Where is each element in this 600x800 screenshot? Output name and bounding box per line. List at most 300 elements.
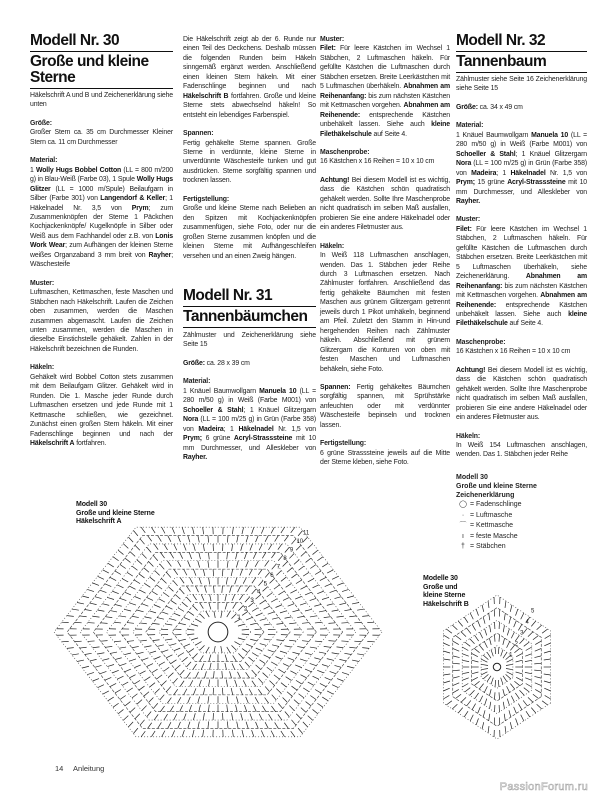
diagram-a-stitch-mark <box>120 696 126 700</box>
body-text: bis zum nächsten Kästchen mit Kettmaschen vorgehen. <box>320 92 450 110</box>
diagram-a-stitch-mark <box>188 611 194 615</box>
diagram-b-stitch-mark <box>494 635 495 642</box>
diagram-a-stitch-mark <box>193 653 198 658</box>
diagram-a-stitch-mark <box>184 544 187 551</box>
diagram-b-stitch-mark <box>514 621 517 627</box>
diagram-a-stitch-mark <box>162 731 165 737</box>
body-text: entsprechende Kästchen unbehäkelt lassen. Siehe auch <box>456 301 587 318</box>
diagram-a-stitch-mark <box>294 700 299 705</box>
diagram-a-stitch-mark <box>245 597 250 602</box>
diagram-a-stitch-mark <box>265 572 270 577</box>
diagram-a-stitch-mark <box>100 671 107 673</box>
diagram-a-stitch-mark <box>200 614 205 619</box>
diagram-a-stitch-mark <box>265 722 268 728</box>
diagram-b-stitch-mark <box>507 699 509 706</box>
diagram-b-stitch-mark <box>526 684 532 687</box>
diagram-b-round-number: 5 <box>531 608 535 615</box>
diagram-b-stitch-mark <box>535 641 541 645</box>
diagram-a-stitch-mark <box>278 591 284 595</box>
diagram-b-stitch-mark <box>489 638 491 645</box>
diagram-b-stitch-mark <box>446 629 452 633</box>
diagram-a-stitch-mark <box>123 716 128 721</box>
diagram-a-stitch-mark <box>258 569 262 575</box>
diagram-a-stitch-mark <box>187 634 194 635</box>
diagram-a-stitch-mark <box>192 527 194 534</box>
diagram-a-label-line: Häkelschrift A <box>76 518 122 526</box>
diagram-a-stitch-mark <box>184 617 190 620</box>
legend-text: = Fadenschlinge <box>470 501 522 509</box>
diagram-a-stitch-mark <box>115 604 122 606</box>
block-heading: Material: <box>183 378 211 386</box>
bold-text: Filet: <box>456 225 472 233</box>
diagram-b-stitch-mark <box>489 714 490 721</box>
diagram-a-stitch-mark <box>164 544 168 550</box>
diagram-a-stitch-mark <box>177 561 180 567</box>
diagram-a-stitch-mark <box>300 603 307 605</box>
diagram-b-stitch-mark <box>465 688 471 692</box>
diagram-a-stitch-mark <box>305 653 312 655</box>
diagram-a-stitch-mark <box>225 594 227 601</box>
diagram-a-label <box>76 501 155 527</box>
diagram-a-stitch-mark <box>148 536 152 542</box>
diagram-a-stitch-mark <box>243 680 246 686</box>
diagram-a-stitch-mark <box>142 658 149 660</box>
diagram-b-stitch-mark <box>525 678 532 681</box>
diagram-a-stitch-mark <box>344 610 351 611</box>
diagram-a-stitch-mark <box>67 616 74 617</box>
diagram-a-stitch-mark <box>281 683 286 687</box>
diagram-a-stitch-mark <box>182 602 187 606</box>
diagram-a-round-number: 6 <box>270 572 274 579</box>
legend-symbol-icon: ⌒ <box>459 522 467 530</box>
diagram-a-stitch-mark <box>250 544 253 551</box>
diagram-a-stitch-mark <box>225 663 227 670</box>
diagram-a-stitch-mark <box>92 679 99 682</box>
diagram-a-stitch-mark <box>235 578 237 585</box>
diagram-a-stitch-mark <box>105 677 111 680</box>
diagram-a-stitch-mark <box>296 714 301 719</box>
diagram-a-stitch-mark <box>349 647 356 648</box>
diagram-b-stitch-mark <box>514 707 517 713</box>
diagram-a-stitch-mark <box>189 552 191 559</box>
diagram-b-stitch-mark <box>456 635 462 639</box>
diagram-a-stitch-mark <box>165 639 172 640</box>
diagram-a-stitch-mark <box>98 685 104 688</box>
body-text: ; 1 <box>496 169 511 177</box>
diagram-b-round-outline <box>443 595 550 739</box>
diagram-a-stitch-mark <box>188 649 194 653</box>
diagram-a-stitch-mark <box>144 583 150 587</box>
diagram-a-stitch-mark <box>314 658 321 660</box>
diagram-a-stitch-mark <box>236 697 238 704</box>
diagram-a-stitch-mark <box>95 597 102 599</box>
legend-text: = Kettmasche <box>470 522 513 530</box>
body-text: 16 Kästchen x 16 Reihen = 10 x 10 cm <box>320 158 435 166</box>
diagram-b-stitch-mark <box>443 681 450 683</box>
block-heading: Spannen: <box>183 130 214 138</box>
diagram-a-stitch-mark <box>246 672 250 678</box>
diagram-a-stitch-mark <box>286 583 292 587</box>
diagram-a-stitch-mark <box>327 691 333 694</box>
body-text: 16 Kästchen x 16 Reihen = 10 x 10 cm <box>456 348 571 356</box>
diagram-a-stitch-mark <box>139 686 145 690</box>
diagram-a-stitch-mark <box>246 561 249 567</box>
diagram-b-stitch-mark <box>498 680 499 687</box>
diagram-a-stitch-mark <box>272 618 279 620</box>
diagram-b-stitch-mark <box>472 672 479 674</box>
diagram-a-stitch-mark <box>153 623 160 624</box>
diagram-a-stitch-mark <box>332 653 339 654</box>
diagram-a-stitch-mark <box>120 565 126 569</box>
diagram-a-stitch-mark <box>287 692 292 697</box>
diagram-b-stitch-mark <box>472 624 476 630</box>
diagram-b-stitch-mark <box>516 672 523 674</box>
diagram-a-round-number: 4 <box>257 589 261 596</box>
diagram-b-stitch-mark <box>478 707 481 713</box>
bold-text: Manuela 10 <box>259 387 297 395</box>
diagram-a-round-outline <box>185 611 251 653</box>
diagram-a-stitch-mark <box>186 672 190 678</box>
diagram-a-stitch-mark <box>119 616 126 617</box>
diagram-a-stitch-mark <box>85 610 92 611</box>
diagram-a-stitch-mark <box>258 581 263 586</box>
legend-item <box>456 542 537 553</box>
block-heading: Maschenprobe: <box>456 338 506 346</box>
diagram-a-stitch-mark <box>72 609 79 610</box>
bold-text: Abnahmen am Reihenanfang: <box>456 273 587 290</box>
diagram-a-stitch-mark <box>154 544 158 550</box>
diagram-a-stitch-mark <box>256 665 261 670</box>
diagram-a-stitch-mark <box>296 680 302 684</box>
diagram-a-stitch-mark <box>147 712 152 717</box>
diagram-a-stitch-mark <box>258 689 262 695</box>
body-text: auf Seite 4. <box>371 130 407 138</box>
block-heading: Fertigstellung: <box>183 195 230 203</box>
diagram-a-stitch-mark <box>260 644 267 646</box>
diagram-a-stitch-mark <box>296 545 301 550</box>
diagram-a-stitch-mark <box>167 698 171 704</box>
diagram-a-stitch-mark <box>173 581 178 586</box>
diagram-a-stitch-mark <box>213 688 214 695</box>
diagram-a-stitch-mark <box>98 576 104 579</box>
diagram-a-stitch-mark <box>252 589 257 594</box>
diagram-b-stitch-mark <box>474 681 479 685</box>
diagram-a-stitch-mark <box>227 611 231 617</box>
diagram-b-stitch-mark <box>523 700 527 706</box>
diagram-b-stitch-mark <box>544 659 551 660</box>
diagram-a-stitch-mark <box>195 586 198 592</box>
diagram-a-stitch-mark <box>77 660 84 661</box>
diagram-a-stitch-mark <box>198 722 199 729</box>
diagram-a-stitch-mark <box>208 721 209 728</box>
diagram-b-stitch-mark <box>525 654 532 657</box>
diagram-a-stitch-mark <box>308 579 314 582</box>
diagram-a-stitch-mark <box>242 730 244 737</box>
diagram-a-stitch-mark <box>324 646 331 647</box>
diagram-a-stitch-mark <box>222 569 223 576</box>
diagram-a-stitch-mark <box>208 705 209 712</box>
bold-text: Acryl-Strasssteine <box>507 179 566 187</box>
diagram-b-stitch-mark <box>511 632 514 638</box>
diagram-a-stitch-mark <box>199 705 201 712</box>
diagram-a-stitch-mark <box>303 572 309 576</box>
block-heading: Muster: <box>30 279 55 287</box>
body-text: In Weiß 118 Luftmaschen anschlagen, wenden. Das 1. Stäbchen jeder Reihe durch 3 Luftmaschen ersetzen. Nach Zählmuster fortfahren. Anschließend das fertig gehäkelte Bäumchen mit festen Maschen aus grünem Glitzergarn getrennt jeweils durch 1 Pikot umhäkeln, beginnend am Pfeil. Zuletzt den Stamm in Hin-und hergehenden Reihen nach Zählmuster häkeln. Abschließend mit grünem Glitzergarn die Konturen von oben mit festen Maschen und Luftmaschen behäkeln, siehe Foto. <box>320 252 450 373</box>
legend-symbol-icon: ◯ <box>459 501 467 509</box>
diagram-a-stitch-mark <box>252 608 258 612</box>
diagram-b-stitch-mark <box>472 704 476 710</box>
diagram-b-stitch-mark <box>487 676 491 682</box>
diagram-a-stitch-mark <box>238 624 245 626</box>
diagram-b-stitch-mark <box>470 690 475 695</box>
diagram-a-stitch-mark <box>225 603 227 610</box>
diagram-a-stitch-mark <box>134 680 140 684</box>
diagram-a-stitch-mark <box>226 578 227 585</box>
diagram-a-stitch-mark <box>184 644 190 647</box>
diagram-a-stitch-mark <box>260 660 266 664</box>
diagram-a-stitch-mark <box>148 697 153 702</box>
diagram-a-stitch-mark <box>233 603 237 609</box>
diagram-a-stitch-mark <box>305 592 311 595</box>
diagram-a-stitch-mark <box>208 561 209 568</box>
diagram-a-stitch-mark <box>297 616 304 617</box>
diagram-b-stitch-mark <box>470 639 475 644</box>
diagram-a-round-number: 11 <box>303 530 310 537</box>
diagram-b-stitch-mark <box>544 651 551 653</box>
diagram-a-stitch-mark <box>231 614 236 619</box>
diagram-b-stitch-mark <box>470 715 473 721</box>
body-text: Bei diesem Modell ist es wichtig, dass die Kästchen schön quadratisch gehäkelt werden. Sollte Ihre Maschenprobe nicht quadratisch im selben Maß ausfallen, probieren Sie eine andere Häkelnadel oder ein anderes Filetmuster aus. <box>456 366 587 422</box>
diagram-a-stitch-mark <box>204 671 206 678</box>
diagram-a-stitch-mark <box>182 657 187 661</box>
diagram-a-stitch-mark <box>213 569 214 576</box>
diagram-a-stitch-mark <box>113 703 119 707</box>
diagram-a-stitch-mark <box>322 664 329 666</box>
diagram-a-stitch-mark <box>188 722 190 729</box>
diagram-b-stitch-mark <box>523 628 527 634</box>
diagram-a-stitch-mark <box>240 569 243 576</box>
diagram-a-stitch-mark <box>132 646 139 647</box>
diagram-b-stitch-mark <box>443 643 449 646</box>
diagram-a-stitch-mark <box>134 665 140 668</box>
diagram-b-stitch-mark <box>534 676 541 678</box>
block-heading: Material: <box>456 122 484 130</box>
diagram-a-stitch-mark <box>265 686 270 691</box>
diagram-b-stitch-mark <box>461 632 466 637</box>
diagram-a-stitch-mark <box>180 552 183 558</box>
diagram-a-stitch-mark <box>122 579 128 582</box>
diagram-a-stitch-mark <box>82 666 89 668</box>
diagram-a-stitch-mark <box>135 714 140 719</box>
diagram-a-stitch-mark <box>252 527 254 534</box>
diagram-a-stitch-mark <box>140 539 144 544</box>
diagram-a-stitch-mark <box>193 569 196 576</box>
diagram-b-stitch-mark <box>535 689 541 693</box>
legend-title: Große und kleine Sterne <box>456 482 537 490</box>
body-text: fortfahren. Große und kleine Sterne stets abwechselnd häkeln! So entsteht ein lebendiges Farbenspiel. <box>183 92 316 119</box>
diagram-a-round-number: 10 <box>296 539 304 546</box>
diagram-b-stitch-mark <box>482 722 484 729</box>
diagram-a-stitch-mark <box>160 706 164 712</box>
diagram-a-stitch-mark <box>262 552 266 558</box>
legend-symbol-icon: † <box>461 543 465 551</box>
diagram-a-stitch-mark <box>317 703 323 707</box>
diagram-b-stitch-mark <box>519 639 524 644</box>
diagram-a-stitch-mark <box>327 570 333 573</box>
diagram-a-stitch-mark <box>145 617 152 618</box>
diagram-b-stitch-mark <box>489 613 490 620</box>
diagram-a-stitch-mark <box>199 552 201 559</box>
diagram-a-stitch-mark <box>186 597 191 602</box>
body-text: bis zum nächsten Kästchen mit Kettmaschen vorgehen. <box>456 282 587 300</box>
diagram-a-stitch-mark <box>232 594 235 600</box>
diagram-a-stitch-mark <box>290 590 296 593</box>
diagram-a-stitch-mark <box>289 623 296 624</box>
diagram-a-stitch-mark <box>153 703 158 708</box>
diagram-a-stitch-mark <box>281 731 285 737</box>
diagram-a-stitch-mark <box>133 530 137 535</box>
diagram-b-stitch-mark <box>480 632 483 638</box>
diagram-a-stitch-mark <box>142 604 149 606</box>
diagram-a-stitch-mark <box>72 654 79 655</box>
diagram-b-stitch-mark <box>470 613 473 619</box>
diagram-b-stitch-mark <box>453 641 459 645</box>
body-text: ; 1 Häkelnadel Nr. 3,5 von <box>30 195 173 212</box>
diagram-b-stitch-mark <box>475 635 479 641</box>
diagram-b-stitch-mark <box>501 678 503 685</box>
diagram-b-stitch-mark <box>481 664 488 665</box>
diagram-a-stitch-mark <box>301 708 306 713</box>
diagram-a-stitch-mark <box>195 672 198 678</box>
diagram-a-stitch-mark <box>110 652 117 653</box>
diagram-a-label-line: Modell 30 <box>76 501 107 508</box>
diagram-b-stitch-mark <box>531 621 536 626</box>
diagram-a-stitch-mark <box>180 705 183 711</box>
diagram-a-stitch-mark <box>313 676 319 679</box>
diagram-b-stitch-mark <box>526 711 530 717</box>
diagram-b-stitch-mark <box>485 699 487 706</box>
bold-text: Madeira <box>471 169 497 177</box>
diagram-a-stitch-mark <box>320 577 326 580</box>
diagram-b-stitch-mark <box>487 652 491 658</box>
diagram-a-stitch-mark <box>174 689 178 695</box>
diagram-b-stitch-mark <box>509 710 511 717</box>
diagram-a-stitch-mark <box>292 652 299 654</box>
diagram-a-stitch-mark <box>124 653 131 655</box>
diagram-a-stitch-mark <box>137 700 142 705</box>
diagram-b-stitch-mark <box>505 726 506 733</box>
diagram-a-stitch-mark <box>303 722 308 727</box>
diagram-a-stitch-mark <box>278 703 283 708</box>
diagram-a-stitch-mark <box>93 647 100 648</box>
diagram-a-stitch-mark <box>255 561 258 567</box>
diagram-a-stitch-mark <box>161 579 166 584</box>
diagram-a-stitch-mark <box>263 587 268 592</box>
diagram-a-stitch-mark <box>241 713 243 720</box>
diagram-a-stitch-mark <box>164 714 168 720</box>
diagram-a-stitch-mark <box>246 644 252 647</box>
diagram-b-stitch-mark <box>510 684 514 689</box>
diagram-a-stitch-mark <box>221 646 222 653</box>
body-text: ; zum Aufhängen der kleinen Sterne weißes Organzaband 3 mm breit von <box>30 242 173 259</box>
symbol-legend <box>456 474 537 553</box>
diagram-b-stitch-mark <box>510 605 512 612</box>
diagram-a-stitch-mark <box>231 645 236 650</box>
body-text: mit 10 mm Durchmesser, und Alleskleber von <box>183 435 316 452</box>
diagram-a-stitch-mark <box>278 714 282 720</box>
diagram-a-stitch-mark <box>158 722 162 728</box>
diagram-a-stitch-mark <box>193 664 197 670</box>
diagram-a-stitch-mark <box>97 610 104 611</box>
diagram-a-stitch-mark <box>166 606 172 609</box>
diagram-a-stitch-mark <box>151 527 155 533</box>
diagram-b-stitch-mark <box>516 660 523 662</box>
diagram-b-stitch-mark <box>483 674 488 679</box>
diagram-b-stitch-mark <box>453 676 460 678</box>
diagram-a-stitch-mark <box>258 678 263 683</box>
diagram-a-stitch-mark <box>193 688 196 695</box>
diagram-a-stitch-mark <box>264 624 271 625</box>
diagram-a-stitch-mark <box>93 616 100 617</box>
diagram-b-stitch-mark <box>483 710 485 717</box>
diagram-b-stitch-mark <box>443 651 450 653</box>
diagram-a-stitch-mark <box>337 583 344 586</box>
diagram-a-stitch-mark <box>308 682 314 685</box>
body-text: Zählmuster siehe Seite 16 Zeichenerklärung siehe Seite 15 <box>456 76 587 93</box>
diagram-b-stitch-mark <box>443 695 449 699</box>
diagram-a-stitch-mark <box>168 587 173 592</box>
diagram-a-stitch-mark <box>203 544 204 551</box>
diagram-b-stitch-mark <box>544 643 550 646</box>
diagram-b-stitch-mark <box>495 680 496 687</box>
diagram-a-stitch-mark <box>285 617 292 618</box>
diagram-a-stitch-mark <box>297 646 304 647</box>
diagram-a-stitch-mark <box>141 731 145 737</box>
diagram-b-stitch-mark <box>482 605 484 612</box>
diagram-a-stitch-mark <box>193 544 195 551</box>
diagram-a-stitch-mark <box>166 655 172 658</box>
diagram-b-stitch-mark <box>452 625 457 630</box>
diagram-a-stitch-mark <box>102 659 109 661</box>
diagram-b-stitch-mark <box>514 681 519 685</box>
diagram-a-stitch-mark <box>167 561 171 567</box>
diagram-a-stitch-mark <box>315 622 322 623</box>
body-text: Bei diesem Modell ist es wichtig, dass die Kästchen schön quadratisch gehäkelt werden. Sollte Ihre Maschenprobe nicht quadratisch im selben Maß ausfallen, probieren Sie eine andere Häkelnadel oder ein anderes Filetmuster aus. <box>320 176 450 232</box>
diagram-a-round-outline <box>120 569 317 695</box>
diagram-a-stitch-mark <box>186 662 191 667</box>
diagram-a-stitch-mark <box>246 586 250 592</box>
diagram-a-stitch-mark <box>252 653 258 657</box>
diagram-a-stitch-mark <box>286 677 292 681</box>
diagram-a-stitch-mark <box>105 646 112 647</box>
diagram-a-stitch-mark <box>320 683 326 686</box>
diagram-a-stitch-mark <box>256 613 262 616</box>
diagram-a-stitch-mark <box>164 593 170 597</box>
diagram-a-stitch-mark <box>184 714 187 721</box>
diagram-a-stitch-mark <box>298 728 302 733</box>
diagram-b-stitch-mark <box>510 722 512 729</box>
diagram-a-stitch-mark <box>187 629 194 630</box>
diagram-a-stitch-mark <box>128 537 133 542</box>
diagram-b-stitch-mark <box>524 688 530 692</box>
legend-item <box>456 500 537 511</box>
diagram-a-stitch-mark <box>182 730 184 737</box>
diagram-a-stitch-mark <box>103 691 109 694</box>
diagram-a-stitch-mark <box>291 686 297 690</box>
diagram-a-stitch-mark <box>238 653 243 658</box>
body-text: (LL = 100 m/25 g) in Grün (Farbe 358) von <box>183 416 316 433</box>
diagram-a-round-outline <box>133 578 304 687</box>
